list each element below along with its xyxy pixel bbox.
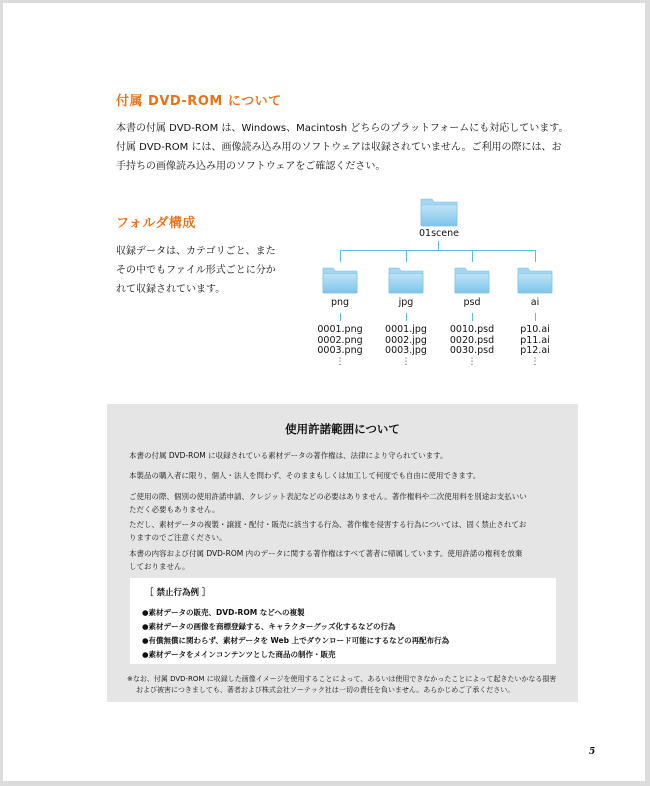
tree-connector: [340, 250, 341, 262]
tree-connector: [438, 241, 439, 250]
body-line: その中でもファイル形式ごとに分か: [116, 265, 276, 276]
prohibited-item: ●素材データをメインコンテンツとした商品の制作・販売: [142, 650, 336, 659]
folder-icon: [517, 265, 553, 298]
paragraph-line: ただし、素材データの複製・譲渡・配付・販売に該当する行為、著作権を侵害する行為については、固く禁止されてお: [129, 520, 527, 529]
file-name: p11.ai: [520, 334, 550, 346]
paragraph-line: ただく必要もありません。: [129, 505, 220, 514]
paragraph-line: 本製品の購入者に限り、個人・法人を問わず、そのままもしくは加工して何度でも自由に使用できます。: [129, 471, 481, 480]
body-line: 収録データは、カテゴリごと、また: [116, 246, 276, 257]
folder-icon: [420, 196, 458, 231]
file-name: 0002.jpg: [385, 334, 427, 346]
tree-connector: [340, 313, 341, 321]
folder-icon: [322, 265, 358, 298]
folder-label: jpg: [398, 297, 414, 308]
disclaimer-note: [127, 674, 556, 695]
file-name: 0002.png: [317, 334, 363, 346]
body-line: 本書の付属 DVD-ROM は、Windows、Macintosh どちらのプラットフォームにも対応しています。: [116, 123, 569, 134]
more-files-ellipsis: ⋮: [530, 356, 540, 367]
file-name: p12.ai: [520, 345, 550, 356]
file-name: 0003.jpg: [385, 345, 427, 356]
folder-icon: [388, 265, 424, 298]
license-box: [107, 404, 578, 702]
section-title-dvd-rom: 付属 DVD-ROM について: [116, 94, 282, 109]
tree-connector: [406, 313, 407, 321]
body-line: れて収録されています。: [116, 284, 226, 295]
page-number: 5: [589, 747, 596, 757]
folder-label: png: [330, 297, 350, 308]
license-paragraph: [129, 518, 526, 544]
prohibited-title: ［ 禁止行為例 ］: [145, 588, 211, 598]
tree-connector: [472, 313, 473, 321]
file-name: 0001.png: [317, 324, 363, 335]
license-title: 使用許諾範囲について: [285, 422, 400, 436]
section1-body: [116, 119, 568, 176]
file-name: p10.ai: [520, 324, 550, 335]
prohibited-item: ●有償無償に関わらず、素材データを Web 上でダウンロード可能にするなどの再配布行為: [142, 636, 450, 645]
paragraph-line: 本書の内容および付属 DVD-ROM 内のデータに関する著作権はすべて著者に帰属しています。使用許諾の権利を放棄: [129, 549, 523, 558]
paragraph-line: ご使用の際、個別の使用許諾申請、クレジット表記などの必要はありません。著作権料や二次使用料を別途お支払いい: [129, 492, 527, 501]
more-files-ellipsis: ⋮: [467, 356, 477, 367]
file-name: 0020.psd: [449, 334, 495, 346]
license-paragraph: [129, 547, 522, 573]
folder-label: ai: [530, 297, 540, 308]
body-line: 付属 DVD-ROM には、画像読み込み用のソフトウェアは収録されていません。ご利用の際には、お: [116, 142, 562, 153]
file-list: [440, 324, 504, 367]
file-name: 0030.psd: [449, 345, 495, 356]
license-paragraph: [129, 490, 527, 516]
paragraph-line: しておりません。: [129, 562, 190, 571]
tree-connector: [406, 250, 407, 262]
note-line: および被害につきましても、著者および株式会社ソーテック社は一切の責任を負いません。あらかじめご了承ください。: [136, 685, 515, 694]
file-list: [308, 324, 372, 367]
section-title-folder-structure: フォルダ構成: [116, 216, 196, 231]
file-name: 0001.jpg: [385, 324, 427, 335]
folder-label: psd: [463, 297, 481, 308]
folder-label-root: 01scene: [419, 228, 459, 239]
more-files-ellipsis: ⋮: [401, 356, 411, 367]
tree-connector: [340, 250, 535, 251]
paragraph-line: りますのでご注意ください。: [129, 533, 227, 542]
prohibited-examples-box: [130, 578, 556, 664]
prohibited-item: ●素材データの画像を商標登録する、キャラクターグッズ化するなどの行為: [142, 622, 396, 631]
file-list: [374, 324, 438, 367]
file-list: [503, 324, 567, 367]
section2-body: [116, 242, 276, 299]
tree-connector: [535, 250, 536, 262]
file-name: 0003.png: [317, 345, 363, 356]
tree-connector: [472, 250, 473, 262]
body-line: 手持ちの画像読み込み用のソフトウェアをご確認ください。: [116, 161, 386, 172]
page: [3, 3, 645, 781]
license-paragraph: [129, 449, 448, 462]
tree-connector: [535, 313, 536, 321]
paragraph-line: 本書の付属 DVD-ROM に収録されている素材データの著作権は、法律により守られています。: [129, 451, 448, 460]
note-line: ※なお、付属 DVD-ROM に収録した画像イメージを使用することによって、あるいは使用できなかったことによって起きたいかなる損害: [127, 675, 557, 683]
file-name: 0010.psd: [449, 324, 495, 335]
folder-icon: [454, 265, 490, 298]
license-paragraph: [129, 469, 480, 482]
prohibited-item: ●素材データの販売、DVD-ROM などへの複製: [142, 608, 305, 617]
more-files-ellipsis: ⋮: [335, 356, 345, 367]
